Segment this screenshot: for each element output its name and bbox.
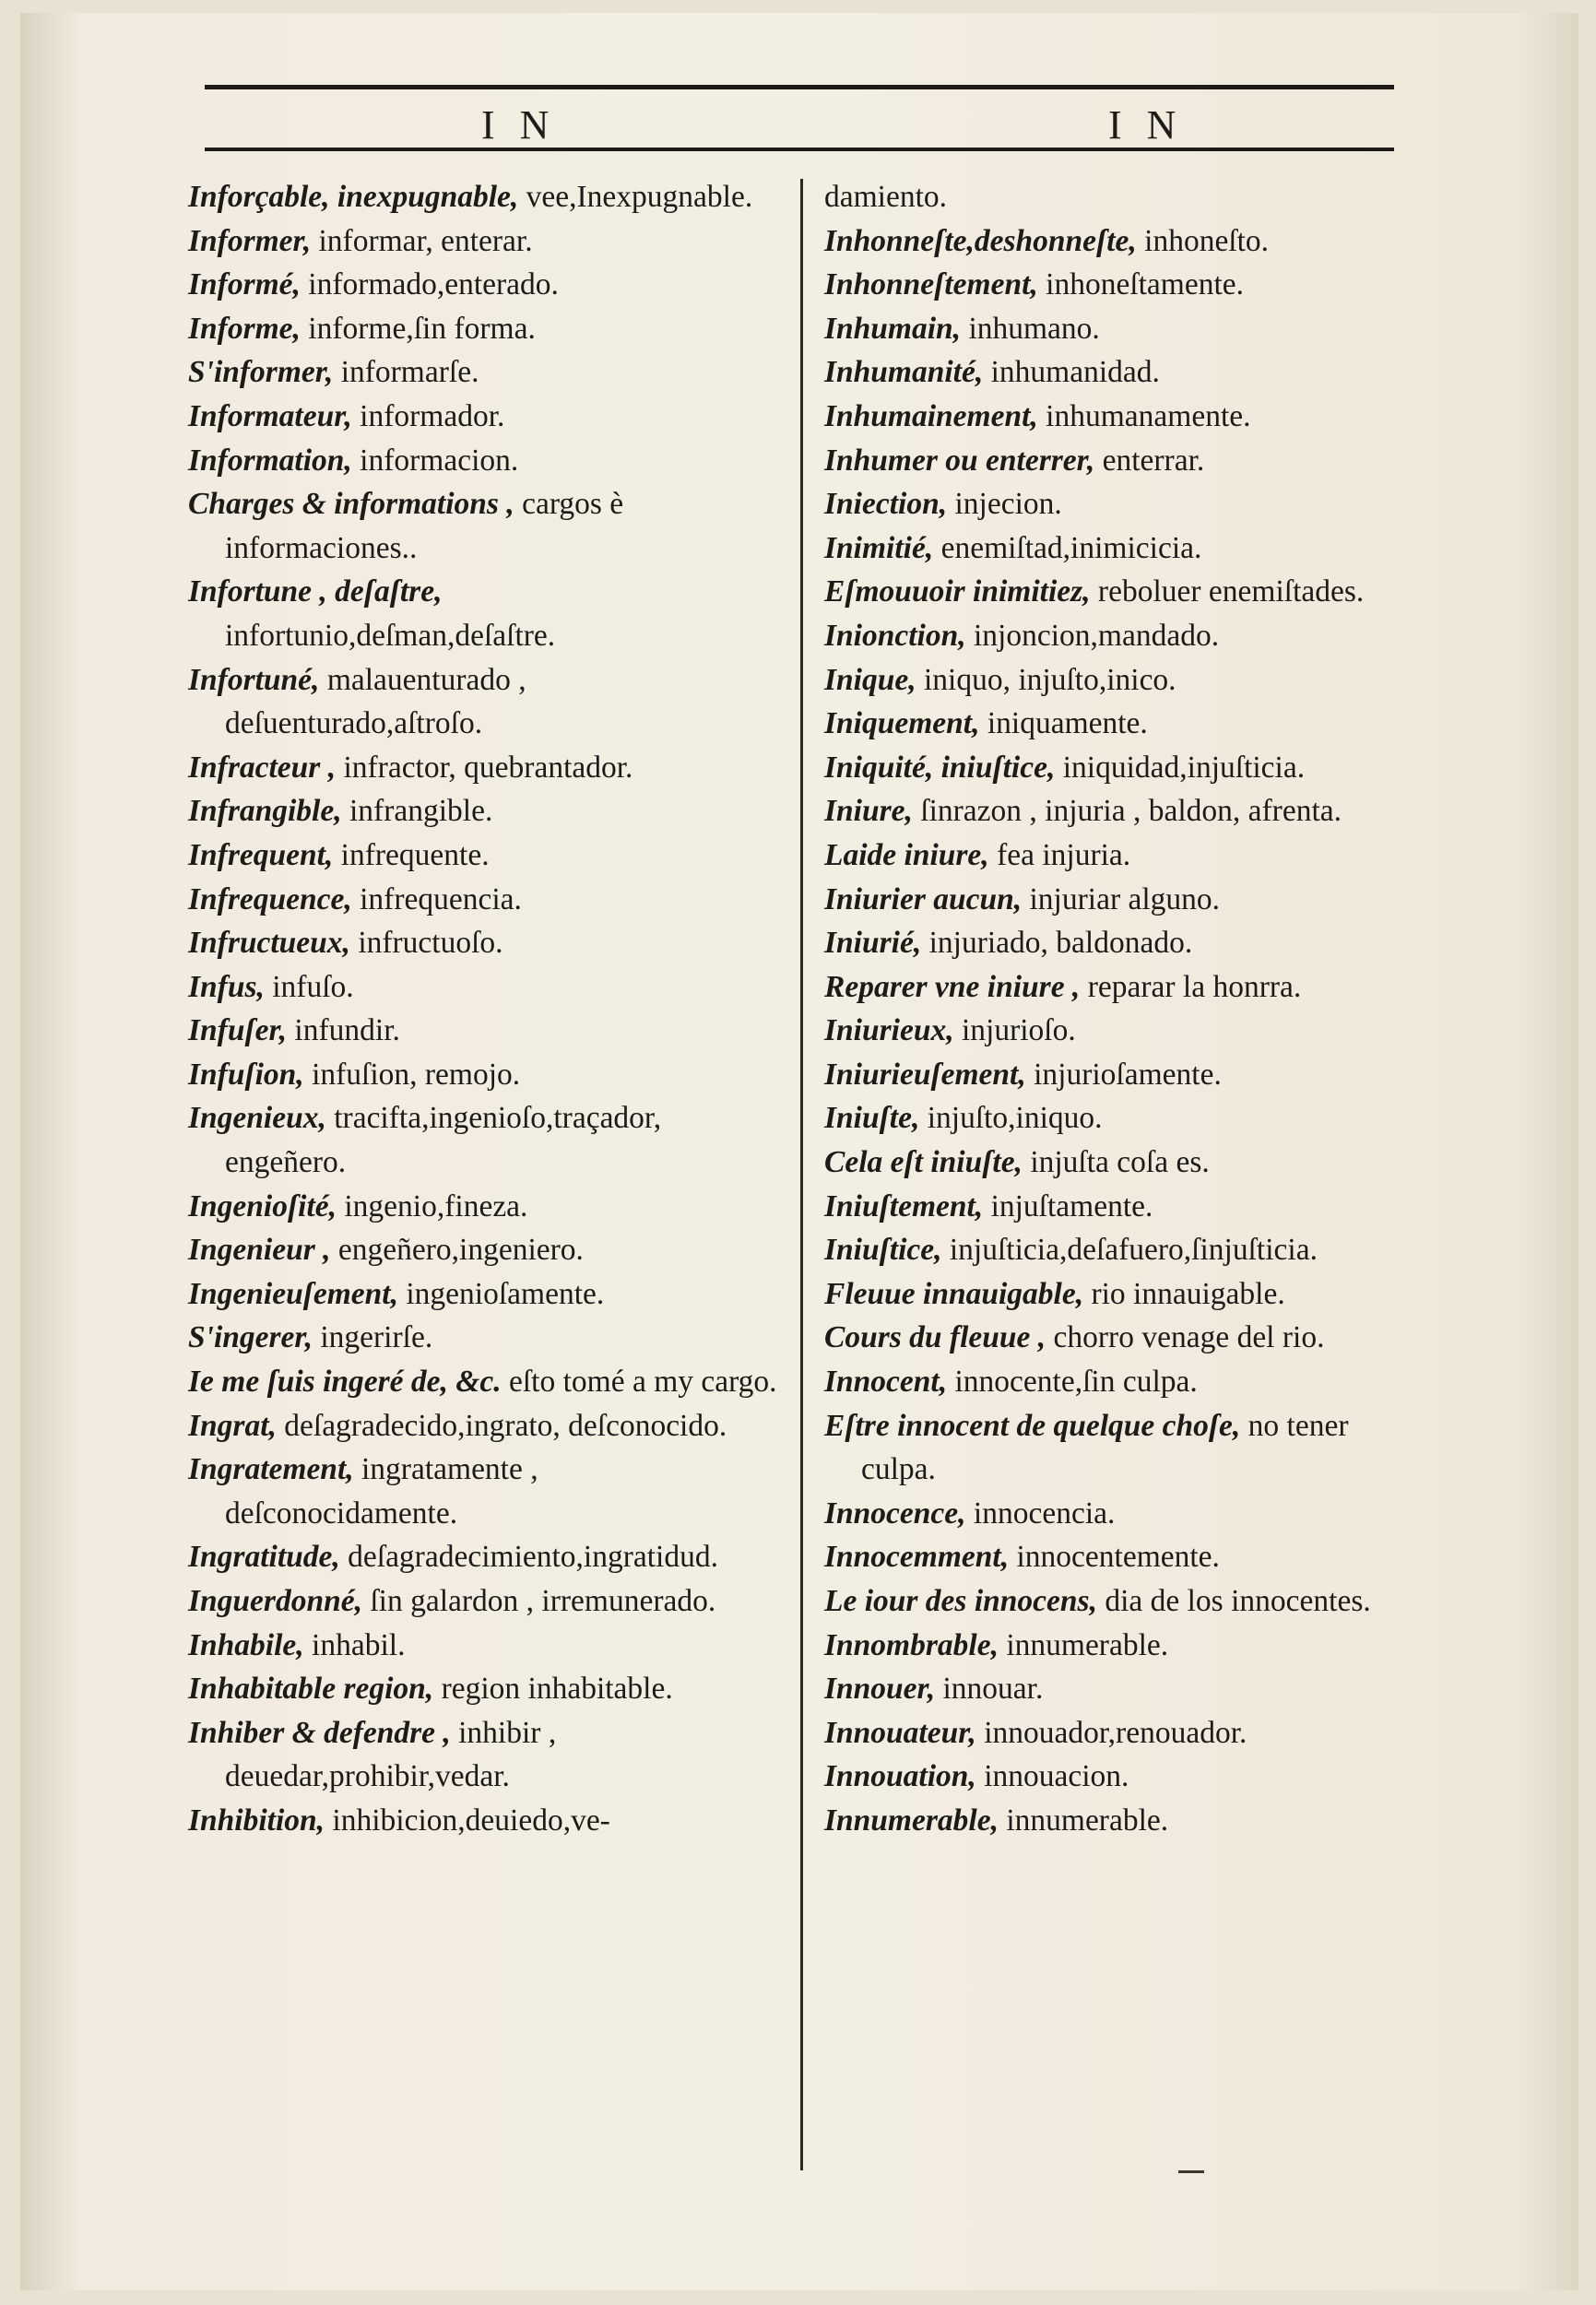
entry-translation: infractor, quebrantador. (343, 750, 633, 785)
dictionary-entry (824, 1711, 1414, 1755)
dictionary-entry (824, 219, 1414, 264)
dictionary-entry (188, 1228, 778, 1272)
column-divider (800, 179, 803, 2170)
dictionary-entry (824, 1316, 1414, 1360)
dictionary-entry (188, 1185, 778, 1229)
entry-translation: injuſtamente. (990, 1188, 1153, 1223)
dictionary-entry (188, 965, 778, 1010)
dictionary-entry (824, 1667, 1414, 1711)
entry-translation: region inhabitable. (441, 1672, 673, 1707)
dictionary-entry (824, 526, 1414, 571)
entry-headword: Iniurieuſement, (824, 1057, 1026, 1092)
entry-translation: informador. (360, 398, 505, 433)
dictionary-entry (824, 395, 1414, 439)
entry-headword: Inionction, (824, 618, 966, 653)
entry-headword: Inhumanité, (824, 355, 984, 390)
entry-headword: Innombrable, (824, 1627, 999, 1662)
entry-translation: infrequente. (340, 837, 490, 872)
dictionary-entry (824, 1096, 1414, 1141)
entry-headword: Inhabitable region, (188, 1672, 434, 1707)
entry-headword: Infrangible, (188, 794, 342, 829)
entry-headword: Eſmouuoir inimitiez, (824, 574, 1091, 609)
entry-headword: Inhumain, (824, 311, 962, 346)
entry-headword: Innocent, (824, 1365, 948, 1400)
entry-headword: Ingenieux, (188, 1101, 326, 1136)
entry-translation: inhumano. (968, 311, 1100, 346)
entry-translation: infructuoſo. (358, 926, 503, 961)
entry-headword: Laide iniure, (824, 837, 989, 872)
entry-translation: engeñero,ingeniero. (337, 1233, 584, 1268)
entry-headword: Infuſer, (188, 1013, 288, 1048)
running-head-right: I N (1108, 102, 1184, 148)
entry-translation: injecion. (954, 487, 1062, 522)
dictionary-entry (188, 921, 778, 965)
dictionary-entry (188, 1624, 778, 1668)
entry-headword: Informer, (188, 223, 312, 258)
dictionary-entry (188, 746, 778, 790)
entry-translation: inhabil. (312, 1627, 406, 1662)
entry-headword: Infrequence, (188, 881, 352, 916)
entry-translation: injuſticia,deſafuero,ſinjuſticia. (949, 1233, 1318, 1268)
entry-translation: innocentemente. (1016, 1540, 1220, 1575)
dictionary-entry (824, 307, 1414, 351)
entry-translation: infuſo. (272, 969, 354, 1004)
entry-translation: infuſion, remojo. (312, 1057, 521, 1092)
entry-headword: Ie me ſuis ingeré de, &c. (188, 1365, 502, 1400)
dictionary-entry (188, 350, 778, 395)
entry-translation: injuſto,iniquo. (927, 1101, 1103, 1136)
dictionary-entry (824, 614, 1414, 658)
entry-headword: Infortuné, (188, 662, 320, 697)
entry-translation: enterrar. (1102, 443, 1205, 478)
entry-translation: deſagradecido,ingrato, deſconocido. (284, 1408, 727, 1443)
entry-translation: informacion. (360, 443, 519, 478)
entry-translation: ingenio,fineza. (344, 1188, 528, 1223)
entry-translation: innouacion. (984, 1759, 1129, 1794)
header-bottom-rule (205, 148, 1394, 151)
entry-translation: injoncion,mandado. (973, 618, 1220, 653)
entry-translation: deſagradecimiento,ingratidud. (348, 1540, 718, 1575)
entry-headword: Infrequent, (188, 837, 334, 872)
entry-translation: inhoneſtamente. (1046, 267, 1245, 302)
dictionary-entry (188, 570, 778, 657)
entry-translation: iniquo, injuſto,inico. (923, 662, 1176, 697)
dictionary-entry (824, 789, 1414, 833)
entry-translation: tracifta,ingenioſo,traçador, engeñero. (225, 1101, 662, 1180)
entry-headword: Le iour des innocens, (824, 1584, 1097, 1618)
dictionary-entry (188, 307, 778, 351)
entry-headword: Inhonneſte,deshonneſte, (824, 223, 1137, 258)
entry-translation: inhumanamente. (1046, 398, 1251, 433)
entry-translation: ſin galardon , irremunerado. (370, 1584, 716, 1618)
left-column (188, 175, 778, 1843)
entry-translation: innouar. (942, 1672, 1044, 1707)
entry-headword: Cela eſt iniuſte, (824, 1145, 1023, 1180)
entry-translation: reparar la honrra. (1087, 969, 1302, 1004)
entry-translation: innumerable. (1006, 1803, 1169, 1838)
entry-translation: injuſta coſa es. (1030, 1145, 1210, 1180)
entry-headword: Iniquité, iniuſtice, (824, 750, 1056, 785)
dictionary-entry (188, 1799, 778, 1843)
entry-translation: damiento. (824, 180, 948, 214)
dictionary-entry (188, 1009, 778, 1053)
entry-headword: Infuſion, (188, 1057, 304, 1092)
entry-headword: Charges & informations , (188, 487, 514, 522)
entry-headword: Innocemment, (824, 1540, 1010, 1575)
dictionary-entry (824, 439, 1414, 483)
dictionary-entry (824, 1228, 1414, 1272)
dictionary-entry (824, 482, 1414, 526)
entry-translation: dia de los innocentes. (1105, 1584, 1371, 1618)
dictionary-entry (188, 439, 778, 483)
dictionary-entry (188, 1579, 778, 1624)
dictionary-entry (188, 1535, 778, 1579)
dictionary-entry (824, 921, 1414, 965)
dictionary-entry (824, 263, 1414, 307)
entry-translation: ingenioſamente. (406, 1276, 605, 1311)
entry-headword: Iniurieux, (824, 1013, 954, 1048)
entry-headword: Inguerdonné, (188, 1584, 362, 1618)
dictionary-entry (188, 658, 778, 746)
entry-headword: Informateur, (188, 398, 352, 433)
entry-translation: innumerable. (1006, 1627, 1169, 1662)
right-column (824, 175, 1414, 1843)
entry-translation: innouador,renouador. (984, 1715, 1247, 1750)
dictionary-entry (188, 1272, 778, 1317)
entry-headword: Iniection, (824, 487, 948, 522)
dictionary-entry (824, 1360, 1414, 1404)
entry-translation: injuriado, baldonado. (928, 926, 1193, 961)
dictionary-entry (188, 1360, 778, 1404)
entry-headword: Innouation, (824, 1759, 976, 1794)
dictionary-entry (824, 702, 1414, 746)
entry-translation: rio innauigable. (1091, 1276, 1285, 1311)
entry-headword: Innouer, (824, 1672, 936, 1707)
dictionary-entry (188, 263, 778, 307)
entry-translation: inhumanidad. (990, 355, 1160, 390)
dictionary-entry (824, 746, 1414, 790)
dictionary-entry (188, 1053, 778, 1097)
entry-headword: S'ingerer, (188, 1320, 313, 1355)
entry-translation: inhibir , deuedar,prohibir,vedar. (225, 1715, 557, 1794)
entry-headword: Fleuue innauigable, (824, 1276, 1084, 1311)
entry-translation: ingerirſe. (320, 1320, 433, 1355)
entry-translation: no tener culpa. (861, 1408, 1349, 1487)
entry-headword: Ingrat, (188, 1408, 277, 1443)
dictionary-entry (188, 219, 778, 264)
dictionary-entry (188, 789, 778, 833)
entry-headword: Innouateur, (824, 1715, 976, 1750)
entry-headword: Infracteur , (188, 750, 337, 785)
entry-translation: cargos è informaciones.. (225, 487, 624, 565)
dictionary-entry (188, 1448, 778, 1535)
dictionary-entry (188, 1404, 778, 1448)
dictionary-entry (824, 965, 1414, 1010)
entry-translation: injuriar alguno. (1029, 881, 1221, 916)
entry-headword: Inforçable, inexpugnable, (188, 180, 519, 214)
header-top-rule (205, 85, 1394, 89)
dictionary-entry (188, 1711, 778, 1799)
entry-translation: inhoneſto. (1144, 223, 1270, 258)
catchword-mark (1178, 2170, 1204, 2173)
entry-translation: innocente,ſin culpa. (954, 1365, 1198, 1400)
entry-translation: infundir. (294, 1013, 400, 1048)
dictionary-entry (824, 1492, 1414, 1536)
dictionary-entry (824, 1272, 1414, 1317)
entry-translation: informado,enterado. (308, 267, 559, 302)
dictionary-entry (824, 1535, 1414, 1579)
entry-translation: informarſe. (340, 355, 479, 390)
entry-headword: Ingenieuſement, (188, 1276, 398, 1311)
dictionary-entry (824, 570, 1414, 614)
entry-translation: enemiſtad,inimicicia. (940, 530, 1202, 565)
dictionary-entry (824, 175, 1414, 219)
entry-headword: Infortune , deſaſtre, (188, 574, 443, 609)
entry-translation: chorro venage del rio. (1053, 1320, 1325, 1355)
dictionary-entry (188, 175, 778, 219)
entry-translation: vee,Inexpugnable. (526, 180, 753, 214)
entry-headword: Innumerable, (824, 1803, 999, 1838)
entry-translation: informar, enterar. (318, 223, 533, 258)
dictionary-entry (188, 1096, 778, 1184)
entry-headword: Inhiber & defendre , (188, 1715, 451, 1750)
entry-headword: Inique, (824, 662, 916, 697)
entry-translation: infortunio,deſman,deſaſtre. (225, 618, 556, 653)
entry-headword: Ingratitude, (188, 1540, 340, 1575)
dictionary-entry (824, 1009, 1414, 1053)
entry-headword: Inimitié, (824, 530, 934, 565)
dictionary-entry (824, 1185, 1414, 1229)
entry-translation: eſto tomé a my cargo. (508, 1365, 777, 1400)
dictionary-entry (824, 1404, 1414, 1492)
entry-translation: infrequencia. (360, 881, 522, 916)
entry-headword: Ingenioſité, (188, 1188, 337, 1223)
dictionary-entry (824, 833, 1414, 878)
entry-headword: Infus, (188, 969, 265, 1004)
entry-translation: ſinrazon , injuria , baldon, afrenta. (920, 794, 1342, 829)
dictionary-entry (824, 1799, 1414, 1843)
book-page (20, 13, 1578, 2290)
entry-translation: infrangible. (349, 794, 493, 829)
dictionary-entry (824, 1755, 1414, 1799)
dictionary-entry (824, 350, 1414, 395)
entry-translation: injurioſamente. (1034, 1057, 1222, 1092)
dictionary-entry (188, 1667, 778, 1711)
entry-headword: Iniuſte, (824, 1101, 920, 1136)
entry-headword: Inhonneſtement, (824, 267, 1038, 302)
entry-headword: Cours du fleuue , (824, 1320, 1046, 1355)
entry-headword: Iniquement, (824, 706, 980, 741)
entry-headword: Inhumer ou enterrer, (824, 443, 1095, 478)
dictionary-entry (188, 878, 778, 922)
entry-translation: injurioſo. (961, 1013, 1076, 1048)
entry-translation: malauenturado , deſuenturado,aſtroſo. (225, 662, 526, 741)
entry-translation: innocencia. (973, 1495, 1116, 1531)
entry-headword: Iniuſtement, (824, 1188, 984, 1223)
entry-headword: Iniurier aucun, (824, 881, 1023, 916)
dictionary-entry (188, 1316, 778, 1360)
dictionary-entry (824, 1579, 1414, 1624)
dictionary-entry (188, 482, 778, 570)
entry-headword: Informé, (188, 267, 301, 302)
entry-headword: Inhibition, (188, 1803, 325, 1838)
entry-translation: iniquidad,injuſticia. (1062, 750, 1306, 785)
dictionary-entry (188, 395, 778, 439)
entry-headword: Ingenieur , (188, 1233, 331, 1268)
entry-headword: Innocence, (824, 1495, 966, 1531)
running-head-left: I N (481, 102, 557, 148)
entry-headword: Inhumainement, (824, 398, 1038, 433)
entry-headword: Iniuſtice, (824, 1233, 942, 1268)
entry-translation: fea injuria. (997, 837, 1131, 872)
entry-translation: ingratamente , deſconocidamente. (225, 1452, 538, 1531)
entry-headword: Information, (188, 443, 352, 478)
entry-translation: reboluer enemiſtades. (1097, 574, 1365, 609)
dictionary-entry (824, 1053, 1414, 1097)
dictionary-entry (824, 1141, 1414, 1185)
entry-headword: Iniure, (824, 794, 913, 829)
dictionary-entry (188, 833, 778, 878)
entry-translation: informe,ſin forma. (308, 311, 536, 346)
entry-translation: iniquamente. (987, 706, 1148, 741)
entry-headword: Ingratement, (188, 1452, 354, 1487)
entry-headword: Reparer vne iniure , (824, 969, 1081, 1004)
entry-headword: Iniurié, (824, 926, 922, 961)
entry-headword: S'informer, (188, 355, 334, 390)
entry-translation: inhibicion,deuiedo,ve- (332, 1803, 610, 1838)
dictionary-entry (824, 1624, 1414, 1668)
entry-headword: Informe, (188, 311, 301, 346)
dictionary-entry (824, 658, 1414, 703)
entry-headword: Eſtre innocent de quelque choſe, (824, 1408, 1241, 1443)
dictionary-entry (824, 878, 1414, 922)
entry-headword: Inhabile, (188, 1627, 304, 1662)
entry-headword: Infructueux, (188, 926, 350, 961)
